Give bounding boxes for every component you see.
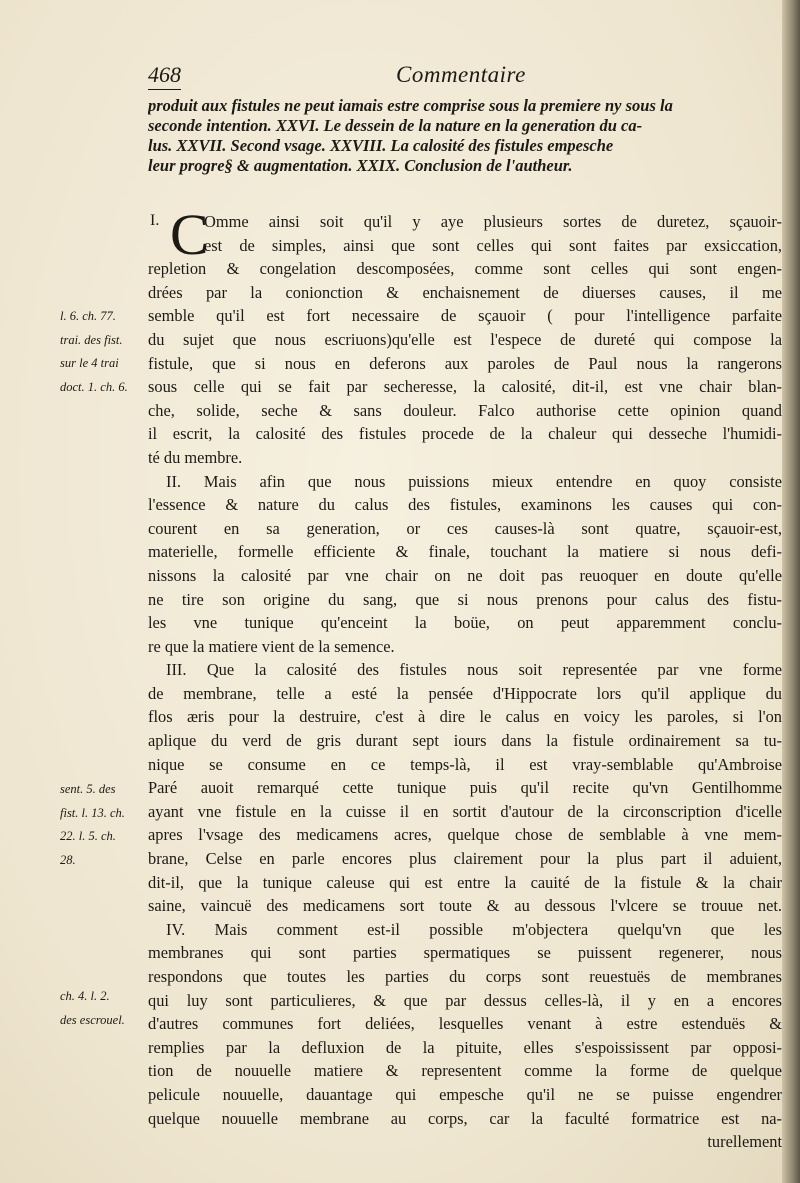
text-line: remplies par la defluxion de la pituite, elles s'espoississent par opposi- [148, 1037, 782, 1057]
margin-note-line: sur le 4 trai [60, 356, 119, 371]
margin-note [60, 778, 150, 872]
text-line: de membrane, telle a esté la pensée d'Hippocrate lors qu'il applique du [148, 683, 782, 703]
margin-note [60, 985, 150, 1032]
margin-note-line: trai. des fist. [60, 332, 123, 347]
text-line: du sujet que nous escriuons)qu'elle est l'espece de dureté qui compose la [148, 329, 782, 349]
text-line: té du membre. [148, 447, 243, 467]
drop-cap: C [170, 202, 209, 267]
text-line: dit-il, que la tunique caleuse qui est entre la cauité de la fistule & la chair [148, 872, 782, 892]
text-line: membranes qui sont parties spermatiques se puissent regenerer, nous [148, 943, 782, 963]
text-line: IV. Mais comment est-il possible m'objectera quelqu'vn que les [166, 919, 782, 939]
text-line: tion de nouuelle matiere & representent comme la forme de quelque [148, 1061, 782, 1081]
summary-line: seconde intention. XXVI. Le dessein de la nature en la generation du ca- [148, 116, 643, 135]
text-line: nissons la calosité par vne chair on ne doit pas reuoquer en doute qu'elle [148, 565, 782, 585]
text-line: materielle, formelle efficiente & finale, touchant la matiere si nous defi- [148, 542, 782, 562]
text-line: ayant vne fistule en la cuisse il en sortit d'autour de la circonscription d'icelle [148, 801, 782, 821]
margin-note-line: 22. l. 5. ch. [60, 829, 116, 844]
text-line: il escrit, la calosité des fistules procede de la chaleur qui desseche l'humidi- [148, 424, 782, 444]
text-line: semble qu'il est fort necessaire de sçauoir ( pour l'intelligence parfaite [148, 306, 782, 326]
text-line: d'autres communes fort deliées, lesquelles venant à estre estenduës & [148, 1014, 782, 1034]
text-line: est de simples, ainsi que sont celles qui sont faites par exsiccation, [204, 235, 782, 255]
summary-line: produit aux fistules ne peut iamais estre comprise sous la premiere ny sous la [148, 96, 673, 115]
margin-note-line: l. 6. ch. 77. [60, 309, 116, 323]
text-line: les vne tunique qu'enceint la boüe, on peut apparemment conclu- [148, 613, 782, 633]
text-line: Paré auoit remarqué cette tunique puis qu'il recite qu'vn Gentilhomme [148, 778, 782, 798]
text-line: flos æris pour la destruire, c'est à dire le calus en voicy les paroles, si l'on [148, 707, 782, 727]
text-line: II. Mais afin que nous puissions mieux entendre en quoy consiste [166, 471, 782, 491]
text-line: pelicule nouuelle, dauantage qui empesche qu'il ne se puisse engendrer [148, 1084, 782, 1104]
text-line: che, solide, seche & sans douleur. Falco authorise cette opinion quand [148, 400, 782, 420]
summary-line: lus. XXVII. Second vsage. XXVIII. La calosité des fistules empesche [148, 136, 614, 155]
margin-note [60, 305, 150, 399]
body-text [148, 202, 782, 1154]
paragraph-number: I. [150, 212, 160, 229]
running-title: Commentaire [396, 62, 526, 87]
text-line: drées par la conionction & enchaisnement de diuerses causes, il me [148, 282, 782, 302]
text-line: III. Que la calosité des fistules nous soit representée par vne forme [166, 660, 782, 680]
text-line: turellement [707, 1132, 782, 1152]
page-edge-shadow [782, 0, 800, 1183]
summary-line: leur progre§ & augmentation. XXIX. Conclusion de l'autheur. [148, 156, 573, 175]
text-line: nique se consume en ce temps-là, il est vray-semblable qu'Ambroise [148, 754, 782, 774]
text-line: saine, vaincuë des medicamens sort toute & au dessous l'vlcere se trouue net. [148, 896, 782, 916]
margin-note-line: des escrouel. [60, 1012, 125, 1027]
text-line: qui luy sont particulieres, & que par dessus celles-là, il y en a encores [148, 990, 782, 1010]
page-number: 468 [148, 62, 181, 90]
text-line: respondons que toutes les parties du corps sont reuestuës de membranes [148, 967, 782, 986]
margin-note-line: sent. 5. des [60, 782, 116, 796]
text-line: courent en sa generation, or ces causes-là sont quatre, sçauoir-est, [148, 518, 782, 538]
text-line: quelque nouuelle membrane au corps, car la faculté formatrice est na- [148, 1108, 782, 1128]
chapter-summary [148, 96, 782, 176]
margin-note-line: doct. 1. ch. 6. [60, 379, 128, 394]
margin-note-line: fist. l. 13. ch. [60, 805, 125, 820]
text-line: sous celle qui se fait par secheresse, la calosité, dit-il, est vne chair blan- [148, 377, 782, 397]
text-line: Omme ainsi soit qu'il y aye plusieurs sortes de duretez, sçauoir- [204, 212, 782, 231]
margin-note-line: 28. [60, 852, 76, 867]
text-line: aplique du verd de gris durant sept iours dans la fistule ordinairement sa tu- [148, 731, 782, 751]
text-line: apres l'vsage des medicamens acres, quelque chose de semblable à vne mem- [148, 825, 782, 845]
margin-note-line: ch. 4. l. 2. [60, 989, 110, 1003]
text-line: ne tire son origine du sang, que si nous prenons pour calus des fistu- [148, 589, 782, 609]
page-header [146, 60, 786, 92]
text-line: fistule, que si nous en deferons aux paroles de Paul nous la rangerons [148, 353, 782, 373]
text-line: l'essence & nature du calus des fistules, examinons les causes qui con- [148, 495, 782, 515]
text-line: re que la matiere vient de la semence. [148, 636, 395, 656]
text-line: brane, Celse en parle encores plus clairement pour la plus part il aduient, [148, 849, 782, 869]
text-line: repletion & congelation descomposées, comme sont celles qui sont engen- [148, 259, 782, 279]
